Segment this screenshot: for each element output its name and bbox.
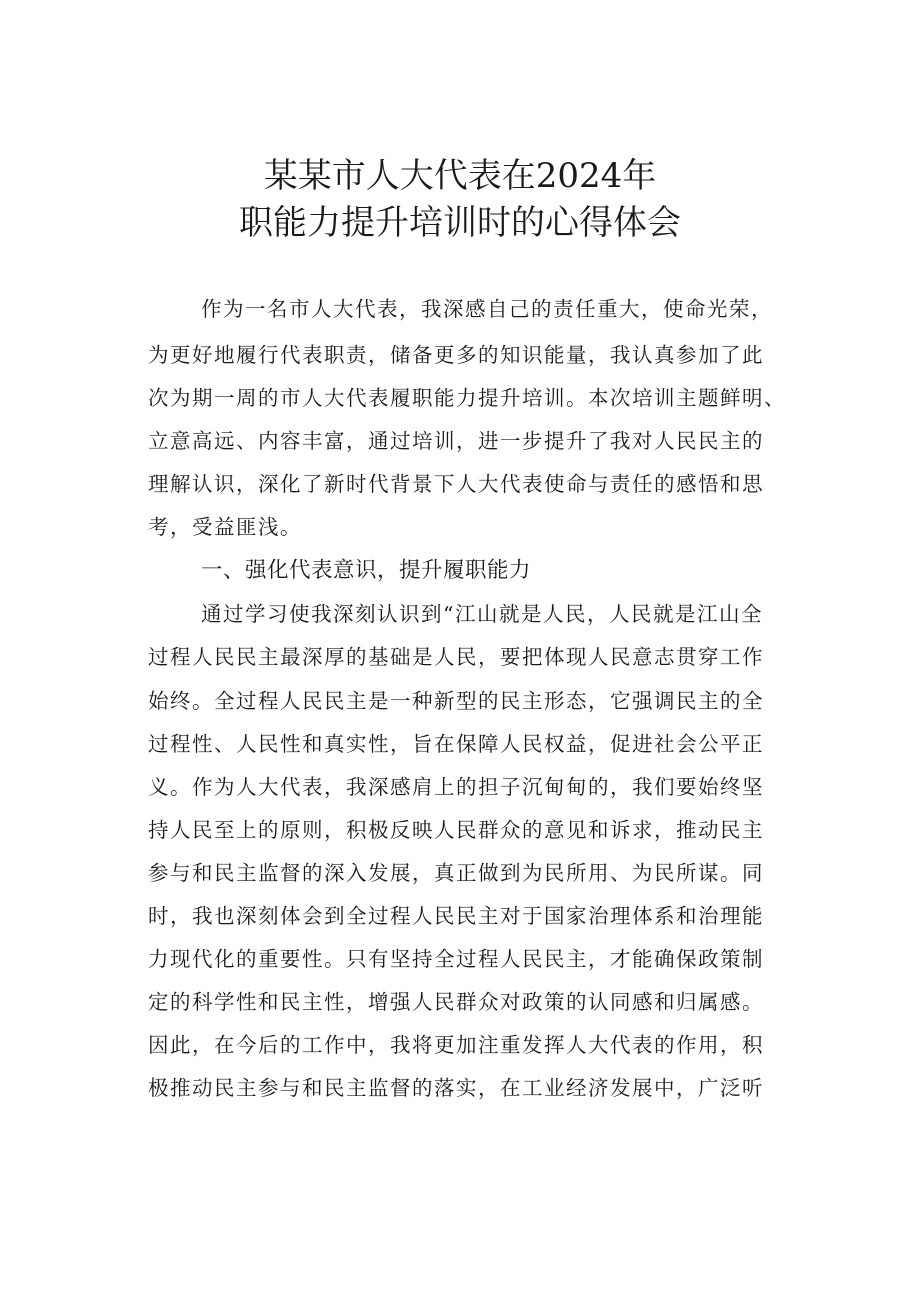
paragraph-2-line: 极推动民主参与和民主监督的落实，在工业经济发展中，广泛听: [148, 1076, 764, 1100]
paragraph-2-line: 参与和民主监督的深入发展，真正做到为民所用、为民所谋。同: [148, 861, 764, 885]
paragraph-2-line: 通过学习使我深刻认识到“江山就是人民，人民就是江山全: [201, 602, 763, 626]
paragraph-1-line: 作为一名市人大代表，我深感自己的责任重大，使命光荣，: [201, 297, 773, 321]
document-title-line-2: 职能力提升培训时的心得体会: [239, 203, 681, 243]
paragraph-2-line: 定的科学性和民主性，增强人民群众对政策的认同感和归属感。: [148, 990, 764, 1014]
paragraph-1-line: 考，受益匪浅。: [148, 515, 302, 539]
paragraph-1-line: 立意高远、内容丰富，通过培训，进一步提升了我对人民民主的: [148, 429, 764, 453]
document-title-line-1: 某某市人大代表在2024年: [263, 156, 657, 196]
section-heading: 一、强化代表意识，提升履职能力: [201, 558, 532, 583]
paragraph-2-line: 始终。全过程人民民主是一种新型的民主形态，它强调民主的全: [148, 689, 764, 713]
paragraph-2-line: 因此，在今后的工作中，我将更加注重发挥人大代表的作用，积: [148, 1033, 764, 1057]
paragraph-2-line: 过程人民民主最深厚的基础是人民，要把体现人民意志贯穿工作: [148, 645, 764, 669]
paragraph-2-line: 力现代化的重要性。只有坚持全过程人民民主，才能确保政策制: [148, 947, 764, 971]
paragraph-2-line: 过程性、人民性和真实性，旨在保障人民权益，促进社会公平正: [148, 732, 764, 756]
paragraph-2-line: 义。作为人大代表，我深感肩上的担子沉甸甸的，我们要始终坚: [148, 775, 764, 799]
paragraph-2-line: 时，我也深刻体会到全过程人民民主对于国家治理体系和治理能: [148, 904, 764, 928]
paragraph-1-line: 为更好地履行代表职责，储备更多的知识能量，我认真参加了此: [148, 343, 764, 367]
paragraph-1-line: 理解认识，深化了新时代背景下人大代表使命与责任的感悟和思: [148, 472, 764, 496]
paragraph-2-line: 持人民至上的原则，积极反映人民群众的意见和诉求，推动民主: [148, 818, 764, 842]
paragraph-1-line: 次为期一周的市人大代表履职能力提升培训。本次培训主题鲜明、: [148, 386, 786, 410]
